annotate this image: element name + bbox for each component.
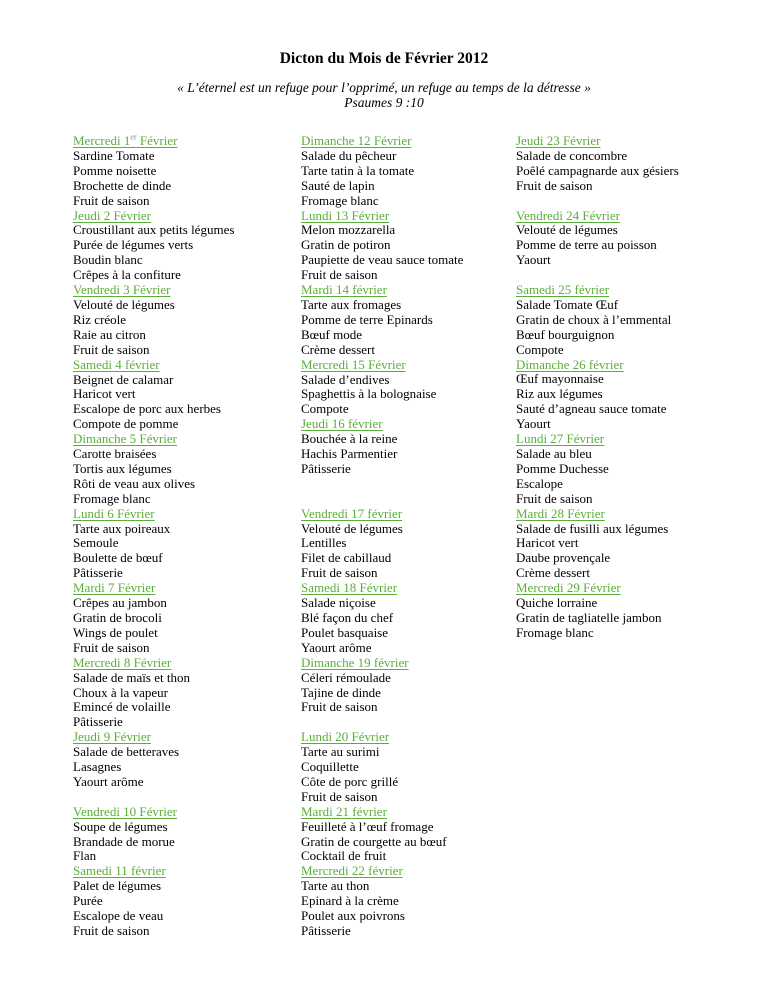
menu-item: Crème dessert: [301, 341, 376, 357]
menu-item: Wings de poulet: [73, 624, 158, 640]
menu-item: Fruit de saison: [73, 923, 150, 939]
menu-item: Fruit de saison: [516, 490, 593, 506]
menu-item: Tarte aux poireaux: [73, 520, 171, 536]
menu-item: Riz créole: [73, 311, 127, 327]
menu-item: Compote: [301, 401, 349, 417]
menu-item: Pomme noisette: [73, 162, 157, 178]
day-heading: Samedi 18 Février: [301, 580, 398, 596]
menu-item: Pâtisserie: [73, 565, 123, 581]
menu-item: Palet de légumes: [73, 878, 162, 894]
quote-text: « L’éternel est un refuge pour l’opprimé, un refuge au temps de la détresse »: [177, 80, 591, 95]
menu-item: Salade au bleu: [516, 446, 592, 461]
menu-item: Fruit de saison: [301, 699, 378, 715]
menu-item: Fromage blanc: [73, 490, 151, 506]
menu-item: Escalope: [516, 475, 563, 491]
menu-item: Sauté d’agneau sauce tomate: [516, 401, 667, 417]
menu-item: Yaourt: [516, 416, 551, 432]
menu-item: Poulet aux poivrons: [301, 908, 405, 924]
menu-item: Lasagnes: [73, 759, 122, 775]
menu-item: Fruit de saison: [516, 177, 593, 193]
menu-item: Fromage blanc: [301, 192, 379, 208]
menu-item: Gratin de brocoli: [73, 610, 162, 625]
day-heading: Mardi 7 Février: [73, 580, 156, 596]
day-heading: Mardi 14 février: [301, 282, 387, 298]
menu-item: Choux à la vapeur: [73, 684, 168, 700]
menu-item: Haricot vert: [73, 386, 136, 402]
menu-item: Pâtisserie: [301, 922, 351, 938]
day-heading: Mercredi 15 Février: [301, 356, 406, 372]
day-heading: Jeudi 2 Février: [73, 207, 151, 223]
menu-item: Salade niçoise: [301, 595, 376, 611]
day-heading: Vendredi 10 Février: [73, 803, 177, 819]
day-heading: Lundi 13 Février: [301, 207, 390, 223]
day-heading: Mercredi 8 Février: [73, 654, 172, 670]
menu-item: Brandade de morue: [73, 833, 175, 849]
menu-item: Velouté de légumes: [516, 222, 618, 238]
menu-item: Salade d’endives: [301, 371, 390, 387]
menu-item: Emincé de volaille: [73, 699, 171, 715]
menu-item: Salade de fusilli aux légumes: [516, 520, 669, 536]
menu-item: Tortis aux légumes: [73, 460, 172, 476]
menu-item: Raie au citron: [73, 326, 146, 342]
menu-item: Coquillette: [301, 759, 359, 775]
day-heading: Mardi 21 février: [301, 803, 387, 819]
day-heading: Lundi 20 Février: [301, 729, 390, 745]
menu-column-1: [73, 134, 288, 939]
day-heading: Mercredi 1er Février: [73, 132, 178, 148]
menu-item: Croustillant aux petits légumes: [73, 222, 235, 238]
menu-item: Compote de pomme: [73, 416, 179, 432]
menu-column-3: [516, 134, 746, 641]
day-heading: Samedi 25 février: [516, 282, 610, 298]
menu-item: Crêpes au jambon: [73, 595, 167, 611]
menu-item: Spaghettis à la bolognaise: [301, 386, 437, 402]
quote-block: [0, 80, 768, 110]
spacer: [73, 790, 288, 805]
menu-item: Velouté de légumes: [73, 296, 175, 312]
menu-item: Tarte au thon: [301, 878, 370, 894]
menu-item: Purée de légumes verts: [73, 237, 194, 253]
menu-item: Tarte tatin à la tomate: [301, 162, 415, 178]
menu-item: Œuf mayonnaise: [516, 371, 604, 387]
spacer: [301, 477, 506, 492]
menu-item: Bouchée à la reine: [301, 431, 398, 447]
day-heading: Dimanche 19 février: [301, 654, 409, 670]
menu-item: Yaourt arôme: [73, 773, 144, 789]
menu-item: Beignet de calamar: [73, 371, 174, 387]
menu-item: Filet de cabillaud: [301, 550, 392, 566]
menu-item: Daube provençale: [516, 550, 611, 566]
menu-item: Poêlé campagnarde aux gésiers: [516, 162, 679, 178]
day-heading: Jeudi 9 Février: [73, 729, 151, 745]
menu-item: Sauté de lapin: [301, 177, 375, 193]
menu-item: Crêpes à la confiture: [73, 267, 181, 283]
menu-item: Pomme Duchesse: [516, 460, 609, 476]
day-heading: Dimanche 26 février: [516, 356, 624, 372]
menu-item: Yaourt: [516, 252, 551, 268]
menu-item: Pâtisserie: [73, 714, 123, 730]
menu-item: Feuilleté à l’œuf fromage: [301, 818, 434, 834]
menu-item: Escalope de veau: [73, 908, 164, 924]
menu-item: Fruit de saison: [73, 341, 150, 357]
day-heading: Dimanche 5 Février: [73, 431, 177, 447]
menu-item: Hachis Parmentier: [301, 446, 398, 462]
day-heading: Lundi 27 Février: [516, 431, 605, 447]
menu-item: Fromage blanc: [516, 624, 594, 640]
day-heading: Mardi 28 Février: [516, 505, 605, 521]
menu-item: Melon mozzarella: [301, 222, 396, 238]
menu-item: Quiche lorraine: [516, 595, 598, 611]
spacer: [516, 194, 746, 209]
menu-item: Sardine Tomate: [73, 147, 155, 163]
menu-item: Tarte au surimi: [301, 744, 380, 760]
day-heading: Vendredi 17 février: [301, 505, 403, 521]
menu-item: Poulet basquaise: [301, 624, 389, 640]
menu-item: Riz aux légumes: [516, 386, 603, 402]
day-heading: Samedi 11 février: [73, 863, 166, 879]
menu-item: Gratin de courgette au bœuf: [301, 833, 447, 849]
menu-item: Paupiette de veau sauce tomate: [301, 252, 464, 268]
spacer: [301, 492, 506, 507]
menu-item: Rôti de veau aux olives: [73, 475, 196, 491]
menu-item: Gratin de potiron: [301, 237, 391, 253]
menu-item: Salade du pêcheur: [301, 147, 397, 163]
menu-item: Bœuf bourguignon: [516, 326, 615, 342]
menu-item: Carotte braisées: [73, 446, 157, 462]
menu-item: Compote: [516, 341, 564, 357]
menu-item: Velouté de légumes: [301, 520, 403, 536]
day-heading: Samedi 4 février: [73, 356, 160, 372]
menu-item: Fruit de saison: [301, 788, 378, 804]
day-heading: Dimanche 12 Février: [301, 133, 412, 148]
page-title: Dicton du Mois de Février 2012: [279, 50, 489, 67]
day-heading: Vendredi 24 Février: [516, 207, 620, 223]
day-heading: Mercredi 22 février: [301, 863, 403, 879]
day-heading: Vendredi 3 Février: [73, 282, 171, 298]
menu-item: Bœuf mode: [301, 326, 363, 342]
menu-item: Lentilles: [301, 535, 347, 551]
menu-item: Pomme de terre au poisson: [516, 237, 657, 253]
menu-item: Fruit de saison: [301, 267, 378, 283]
menu-item: Semoule: [73, 535, 119, 551]
menu-item: Fruit de saison: [73, 192, 150, 208]
menu-item: Fruit de saison: [301, 565, 378, 581]
menu-item: Céleri rémoulade: [301, 669, 391, 685]
menu-item: Blé façon du chef: [301, 609, 394, 625]
menu-item: Fruit de saison: [73, 639, 150, 655]
spacer: [516, 268, 746, 283]
menu-item: Gratin de tagliatelle jambon: [516, 609, 662, 625]
menu-item: Brochette de dinde: [73, 177, 172, 193]
day-heading: Lundi 6 Février: [73, 505, 155, 521]
menu-item: Purée: [73, 893, 103, 909]
menu-item: Pâtisserie: [301, 460, 351, 476]
menu-item: Salade de concombre: [516, 147, 628, 163]
menu-item: Tarte aux fromages: [301, 296, 402, 312]
menu-item: Cocktail de fruit: [301, 848, 387, 864]
menu-item: Yaourt arôme: [301, 639, 372, 655]
menu-column-2: [301, 134, 506, 939]
day-heading: Jeudi 23 Février: [516, 133, 601, 148]
menu-item: Gratin de choux à l’emmental: [516, 311, 672, 327]
menu-item: Salade Tomate Œuf: [516, 296, 619, 312]
menu-item: Salade de betteraves: [73, 744, 180, 760]
day-heading: Mercredi 29 Février: [516, 580, 621, 596]
day-heading: Jeudi 16 février: [301, 416, 383, 432]
menu-item: Pomme de terre Epinards: [301, 311, 433, 327]
menu-item: Côte de porc grillé: [301, 773, 399, 789]
menu-item: Soupe de légumes: [73, 818, 168, 834]
spacer: [301, 715, 506, 730]
menu-item: Escalope de porc aux herbes: [73, 401, 221, 417]
quote-source: Psaumes 9 :10: [344, 95, 424, 110]
menu-item: Salade de maïs et thon: [73, 669, 190, 685]
menu-item: Boulette de bœuf: [73, 550, 163, 566]
menu-item: Tajine de dinde: [301, 684, 381, 700]
menu-item: Crème dessert: [516, 565, 591, 581]
menu-item: Haricot vert: [516, 535, 579, 551]
menu-item: Epinard à la crème: [301, 893, 399, 909]
menu-item: Boudin blanc: [73, 252, 143, 268]
menu-item: Flan: [73, 848, 97, 864]
